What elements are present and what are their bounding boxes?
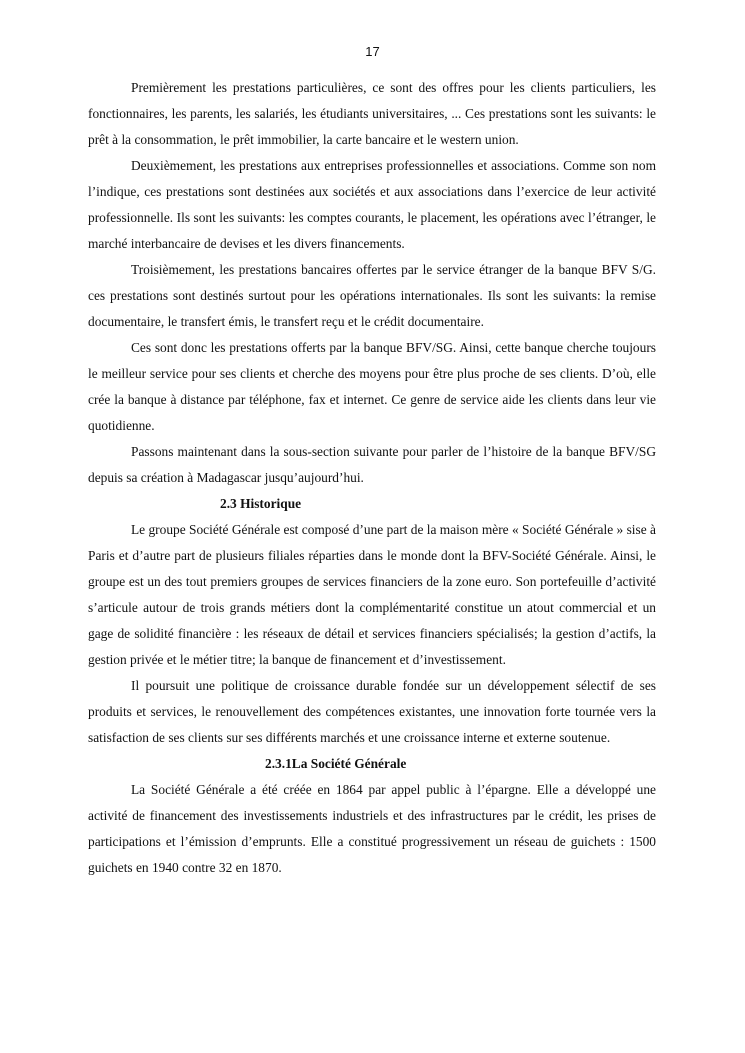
heading-historique: 2.3 Historique xyxy=(220,496,302,511)
paragraph-transition: Passons maintenant dans la sous-section suivante pour parler de l’histoire de la banque BFV/SG depuis sa création à Madagascar jusqu’aujourd’hui. xyxy=(88,444,656,485)
paragraph-banque-a-distance: Ces sont donc les prestations offerts par la banque BFV/SG. Ainsi, cette banque cherche toujours le meilleur service pour ses clients et cherche des moyens pour être plus proche de ses clients. D’où, elle crée la banque à distance par téléphone, fax et internet. Ce genre de service aide les clients dans leur vie quotidienne. xyxy=(88,340,656,433)
document-body xyxy=(88,75,656,881)
heading-societe-generale: 2.3.1La Société Générale xyxy=(265,756,407,771)
paragraph-prestations-entreprises: Deuxièmement, les prestations aux entreprises professionnelles et associations. Comme son nom l’indique, ces prestations sont destinées aux sociétés et aux associations dans l’exercice de leur activité professionnelle. Ils sont les suivants: les comptes courants, le placement, les opérations avec l’étranger, le marché interbancaire de devises et les divers financements. xyxy=(88,158,656,251)
paragraph-politique-croissance: Il poursuit une politique de croissance durable fondée sur un développement sélectif de ses produits et services, le renouvellement des compétences existantes, une innovation forte tournée vers la satisfaction de ses clients sur ses différents marchés et une croissance interne et externe soutenue. xyxy=(88,678,656,745)
paragraph-groupe-societe-generale: Le groupe Société Générale est composé d’une part de la maison mère « Société Générale » sise à Paris et d’autre part de plusieurs filiales réparties dans le monde dont la BFV-Société Générale. Ainsi, le groupe est un des tout premiers groupes de services financiers de la zone euro. Son portefeuille d’activité s’articule autour de trois grands métiers dont la complémentarité constitue un atout commercial et un gage de solidité financière : les réseaux de détail et services financiers spécialisés; la gestion d’actifs, la gestion privée et le métier titre; la banque de financement et d’investissement. xyxy=(88,522,656,667)
paragraph-prestations-etranger: Troisièmement, les prestations bancaires offertes par le service étranger de la banque BFV S/G. ces prestations sont destinés surtout pour les opérations internationales. Ils sont les suivants: la remise documentaire, le transfert émis, le transfert reçu et le crédit documentaire. xyxy=(88,262,656,329)
page-number: 17 xyxy=(365,44,380,59)
paragraph-creation-1864: La Société Générale a été créée en 1864 par appel public à l’épargne. Elle a développé une activité de financement des investissements industriels et des infrastructures par le crédit, les prises de participations et l’émission d’emprunts. Elle a constitué progressivement un réseau de guichets : 1500 guichets en 1940 contre 32 en 1870. xyxy=(88,782,656,875)
paragraph-prestations-particulieres: Premièrement les prestations particulières, ce sont des offres pour les clients particuliers, les fonctionnaires, les parents, les salariés, les étudiants universitaires, ... Ces prestations sont les suivants: le prêt à la consommation, le prêt immobilier, la carte bancaire et le western union. xyxy=(88,80,656,147)
